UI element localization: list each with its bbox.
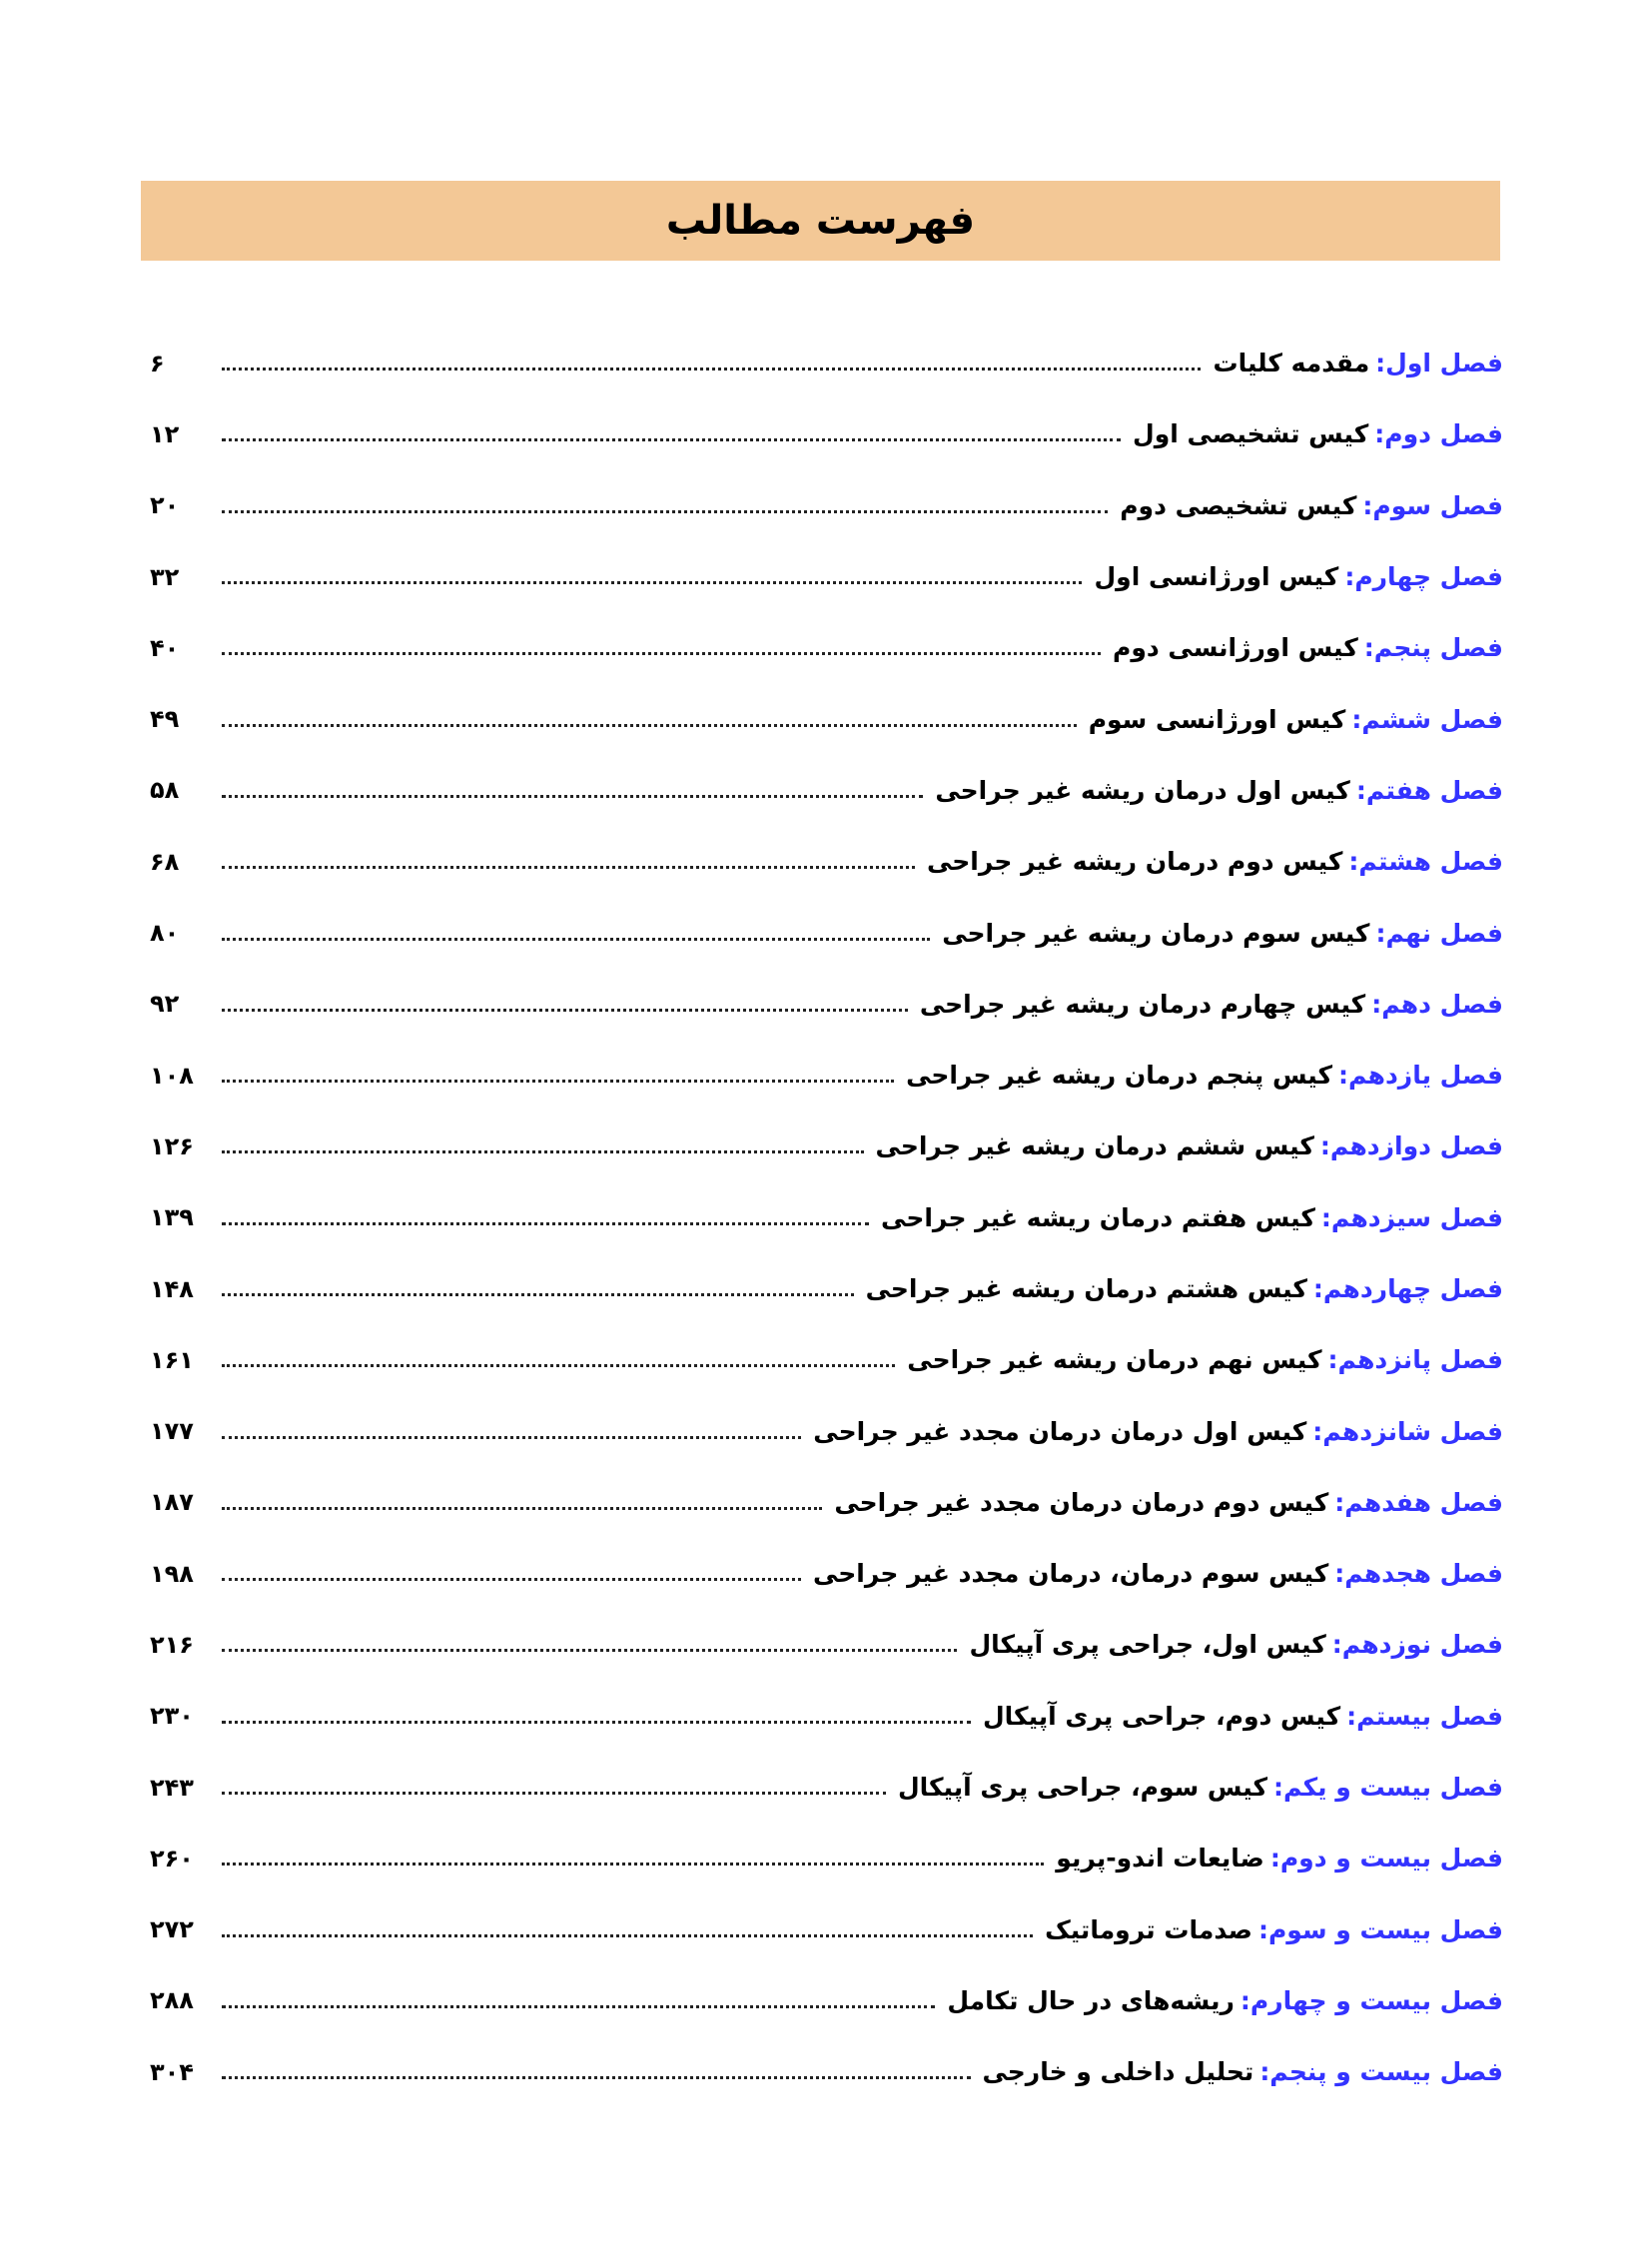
dot-leader [222, 1150, 864, 1153]
page-number: ۸۰ [150, 919, 180, 948]
chapter-label: فصل دوم: [1374, 419, 1503, 449]
toc-entry-21[interactable] [150, 1752, 1503, 1823]
chapter-label: فصل بیست و دوم: [1269, 1844, 1503, 1873]
chapter-topic: کیس نهم درمان ریشه غیر جراحی [907, 1345, 1322, 1375]
dot-leader [222, 2005, 935, 2008]
page-number: ۱۲ [150, 419, 180, 448]
chapter-label: فصل پانزدهم: [1327, 1345, 1503, 1375]
toc-entry-17[interactable] [150, 1467, 1503, 1538]
toc-entry-5[interactable] [150, 612, 1503, 683]
page-title: فهرست مطالب [665, 198, 976, 244]
toc-entry-13[interactable] [150, 1182, 1503, 1253]
toc-entry-9[interactable] [150, 897, 1503, 968]
chapter-label: فصل بیست و پنجم: [1259, 2057, 1503, 2087]
chapter-topic: کیس اورژانسی اول [1094, 562, 1339, 592]
dot-leader [222, 1721, 971, 1724]
chapter-label: فصل اول: [1375, 349, 1503, 378]
dot-leader [222, 438, 1121, 441]
page-number: ۲۰ [150, 491, 180, 520]
chapter-topic: کیس اول درمان درمان مجدد غیر جراحی [813, 1416, 1307, 1446]
toc-entry-18[interactable] [150, 1538, 1503, 1609]
dot-leader [222, 1436, 801, 1439]
toc-entry-15[interactable] [150, 1324, 1503, 1395]
toc-entry-2[interactable] [150, 398, 1503, 469]
chapter-topic: کیس سوم درمان، درمان مجدد غیر جراحی [812, 1559, 1329, 1589]
chapter-topic: تحلیل داخلی و خارجی [982, 2057, 1254, 2087]
chapter-label: فصل شانزدهم: [1312, 1416, 1503, 1446]
chapter-topic: ضایعات اندو-پریو [1056, 1844, 1264, 1873]
chapter-label: فصل هجدهم: [1334, 1559, 1503, 1589]
dot-leader [222, 510, 1108, 513]
chapter-topic: کیس پنجم درمان ریشه غیر جراحی [906, 1061, 1333, 1091]
toc-entry-4[interactable] [150, 541, 1503, 612]
dot-leader [222, 1507, 822, 1510]
page-number: ۲۶۰ [150, 1844, 194, 1872]
page-number: ۱۷۷ [150, 1417, 194, 1446]
page-number: ۱۶۱ [150, 1345, 194, 1374]
toc-entry-24[interactable] [150, 1965, 1503, 2036]
chapter-label: فصل سوم: [1362, 490, 1503, 520]
table-of-contents [150, 328, 1503, 2107]
page-number: ۱۴۸ [150, 1274, 194, 1303]
dot-leader [222, 938, 930, 941]
page-number: ۵۸ [150, 776, 180, 805]
page-number: ۲۱۶ [150, 1630, 194, 1659]
chapter-label: فصل بیست و چهارم: [1239, 1985, 1503, 2015]
page-number: ۹۲ [150, 990, 180, 1019]
chapter-label: فصل چهاردهم: [1312, 1274, 1503, 1303]
page-number: ۱۳۹ [150, 1203, 194, 1232]
dot-leader [222, 1792, 886, 1795]
page-number: ۴۰ [150, 633, 180, 662]
chapter-topic: ریشه‌های در حال تکامل [947, 1985, 1235, 2015]
toc-entry-19[interactable] [150, 1609, 1503, 1680]
chapter-topic: کیس اول، جراحی پری آپیکال [969, 1630, 1326, 1660]
dot-leader [222, 1578, 801, 1581]
chapter-topic: کیس اورژانسی دوم [1113, 633, 1358, 663]
page-number: ۱۹۸ [150, 1559, 194, 1588]
toc-entry-1[interactable] [150, 328, 1503, 398]
chapter-topic: کیس هشتم درمان ریشه غیر جراحی [865, 1274, 1307, 1303]
dot-leader [222, 1863, 1044, 1866]
chapter-label: فصل بیست و یکم: [1273, 1773, 1503, 1803]
chapter-label: فصل بیستم: [1346, 1701, 1503, 1731]
chapter-topic: مقدمه کلیات [1213, 349, 1370, 378]
toc-entry-6[interactable] [150, 683, 1503, 754]
chapter-label: فصل نهم: [1375, 918, 1503, 948]
chapter-topic: کیس اول درمان ریشه غیر جراحی [935, 775, 1350, 805]
dot-leader [222, 1649, 957, 1652]
page-number: ۱۰۸ [150, 1061, 194, 1090]
dot-leader [222, 1009, 908, 1012]
dot-leader [222, 1293, 854, 1296]
chapter-label: فصل دوازدهم: [1319, 1131, 1503, 1161]
dot-leader [222, 1222, 869, 1225]
page-number: ۲۴۳ [150, 1773, 194, 1802]
chapter-topic: کیس ششم درمان ریشه غیر جراحی [875, 1131, 1314, 1161]
chapter-label: فصل هفتم: [1355, 775, 1503, 805]
page-number: ۱۲۶ [150, 1131, 194, 1160]
chapter-label: فصل هفدهم: [1334, 1487, 1503, 1517]
dot-leader [222, 368, 1201, 371]
toc-entry-11[interactable] [150, 1040, 1503, 1111]
chapter-topic: کیس سوم درمان ریشه غیر جراحی [942, 918, 1370, 948]
toc-entry-12[interactable] [150, 1111, 1503, 1181]
chapter-label: فصل پنجم: [1363, 633, 1503, 663]
toc-entry-8[interactable] [150, 826, 1503, 897]
page-number: ۳۲ [150, 562, 180, 591]
dot-leader [222, 1080, 894, 1083]
toc-entry-10[interactable] [150, 969, 1503, 1040]
chapter-topic: کیس هفتم درمان ریشه غیر جراحی [881, 1202, 1315, 1232]
toc-entry-7[interactable] [150, 755, 1503, 826]
chapter-label: فصل یازدهم: [1338, 1061, 1503, 1091]
chapter-label: فصل نوزدهم: [1331, 1630, 1503, 1660]
toc-entry-20[interactable] [150, 1681, 1503, 1752]
chapter-label: فصل بیست و سوم: [1257, 1914, 1503, 1944]
dot-leader [222, 724, 1077, 727]
chapter-topic: کیس دوم، جراحی پری آپیکال [982, 1701, 1341, 1731]
page-number: ۲۷۲ [150, 1915, 194, 1944]
toc-title-banner [141, 181, 1500, 261]
chapter-topic: کیس تشخیصی دوم [1120, 490, 1357, 520]
toc-entry-3[interactable] [150, 470, 1503, 541]
chapter-topic: کیس تشخیصی اول [1133, 419, 1369, 449]
chapter-topic: کیس چهارم درمان ریشه غیر جراحی [919, 989, 1366, 1019]
dot-leader [222, 866, 915, 869]
page-number: ۶ [150, 349, 165, 377]
chapter-topic: صدمات تروماتیک [1045, 1914, 1252, 1944]
chapter-topic: کیس دوم درمان ریشه غیر جراحی [927, 847, 1343, 877]
page-number: ۳۰۴ [150, 2057, 194, 2086]
toc-entry-25[interactable] [150, 2036, 1503, 2107]
toc-entry-16[interactable] [150, 1395, 1503, 1466]
toc-entry-22[interactable] [150, 1823, 1503, 1893]
chapter-label: فصل چهارم: [1344, 562, 1503, 592]
dot-leader [222, 1934, 1033, 1937]
chapter-label: فصل هشتم: [1348, 847, 1503, 877]
page-number: ۲۳۰ [150, 1702, 194, 1731]
chapter-topic: کیس اورژانسی سوم [1088, 704, 1346, 734]
chapter-label: فصل ششم: [1351, 704, 1503, 734]
toc-entry-14[interactable] [150, 1253, 1503, 1324]
chapter-label: فصل دهم: [1371, 989, 1503, 1019]
dot-leader [222, 652, 1101, 655]
dot-leader [222, 795, 923, 798]
page-number: ۱۸۷ [150, 1488, 194, 1517]
dot-leader [222, 1364, 895, 1367]
chapter-topic: کیس سوم، جراحی پری آپیکال [897, 1773, 1267, 1803]
chapter-topic: کیس دوم درمان درمان مجدد غیر جراحی [834, 1487, 1329, 1517]
dot-leader [222, 2076, 971, 2079]
toc-entry-23[interactable] [150, 1894, 1503, 1965]
page-number: ۶۸ [150, 847, 180, 876]
page-number: ۴۹ [150, 705, 180, 734]
chapter-label: فصل سیزدهم: [1320, 1202, 1503, 1232]
dot-leader [222, 581, 1082, 584]
page-number: ۲۸۸ [150, 1986, 194, 2015]
